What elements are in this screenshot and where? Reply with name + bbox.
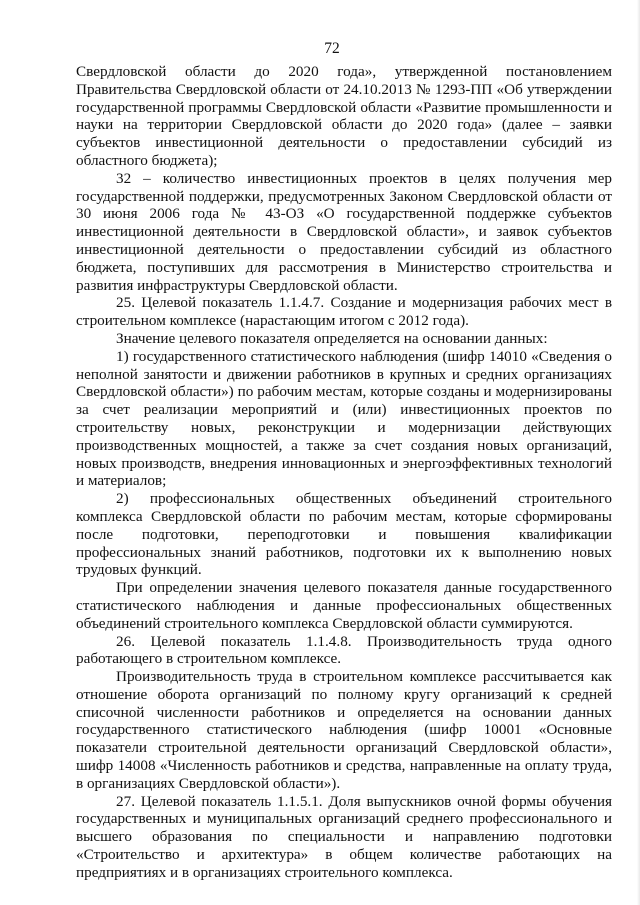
- document-body: [76, 63, 612, 882]
- page-number: 72: [324, 40, 340, 57]
- paragraph-4: Значение целевого показателя определяется на основании данных:: [116, 329, 548, 347]
- paragraph-1: Свердловской области до 2020 года», утвержденной постановлением Правительства Свердловской области от 24.10.2013 № 1293-ПП «Об утверждении государственной программы Свердловской области «Развитие промышленности и науки на территории Свердловской области до 2020 года» (далее – заявки субъектов инвестиционной деятельности о предоставлении субсидий из областного бюджета);: [76, 63, 612, 169]
- paragraph-6: 2) профессиональных общественных объединений строительного комплекса Свердловской области по рабочим местам, которые сформированы после подготовки, переподготовки и повышения квалификации профессиональных знаний работников, подготовки их к выполнению новых трудовых функций.: [76, 490, 612, 579]
- paragraph-5: 1) государственного статистического наблюдения (шифр 14010 «Сведения о неполной занятости и движении работников в крупных и средних организациях Свердловской области») по рабочим местам, которые созданы и модернизированы за счет реализации мероприятий и (или) инвестиционных проектов по строительству новых, реконструкции и модернизации действующих производственных мощностей, а также за счет создания новых организаций, новых производств, внедрения инновационных и энергоэффективных технологий и материалов;: [76, 347, 612, 490]
- paragraph-7: При определении значения целевого показателя данные государственного статистического наблюдения и данные профессиональных общественных объединений строительного комплекса Свердловской области суммируются.: [76, 579, 612, 632]
- paragraph-10: 27. Целевой показатель 1.1.5.1. Доля выпускников очной формы обучения государственных и муниципальных организаций среднего профессионального и высшего образования по специальности и направлению подготовки «Строительство и архитектура» в общем количестве работающих на предприятиях и в организациях строительного комплекса.: [76, 792, 612, 881]
- paragraph-9: Производительность труда в строительном комплексе рассчитывается как отношение оборота организаций по полному кругу организаций к средней списочной численности работников и определяется на основании данных государственного статистического наблюдения (шифр 10001 «Основные показатели строительной деятельности организаций Свердловской области», шифр 14008 «Численность работников и средства, направленные на оплату труда, в организациях Свердловской области»).: [76, 668, 612, 792]
- paragraph-3: 25. Целевой показатель 1.1.4.7. Создание и модернизация рабочих мест в строительном комплексе (нарастающим итогом с 2012 года).: [76, 294, 612, 330]
- paragraph-2: 32 – количество инвестиционных проектов в целях получения мер государственной поддержки, предусмотренных Законом Свердловской области от 30 июня 2006 года № 43-ОЗ «О государственной поддержке субъектов инвестиционной деятельности в Свердловской области», и заявок субъектов инвестиционной деятельности о предоставлении субсидий из областного бюджета, поступивших для рассмотрения в Министерство строительства и развития инфраструктуры Свердловской области.: [76, 169, 612, 294]
- paragraph-8: 26. Целевой показатель 1.1.4.8. Производительность труда одного работающего в строительном комплексе.: [76, 632, 612, 668]
